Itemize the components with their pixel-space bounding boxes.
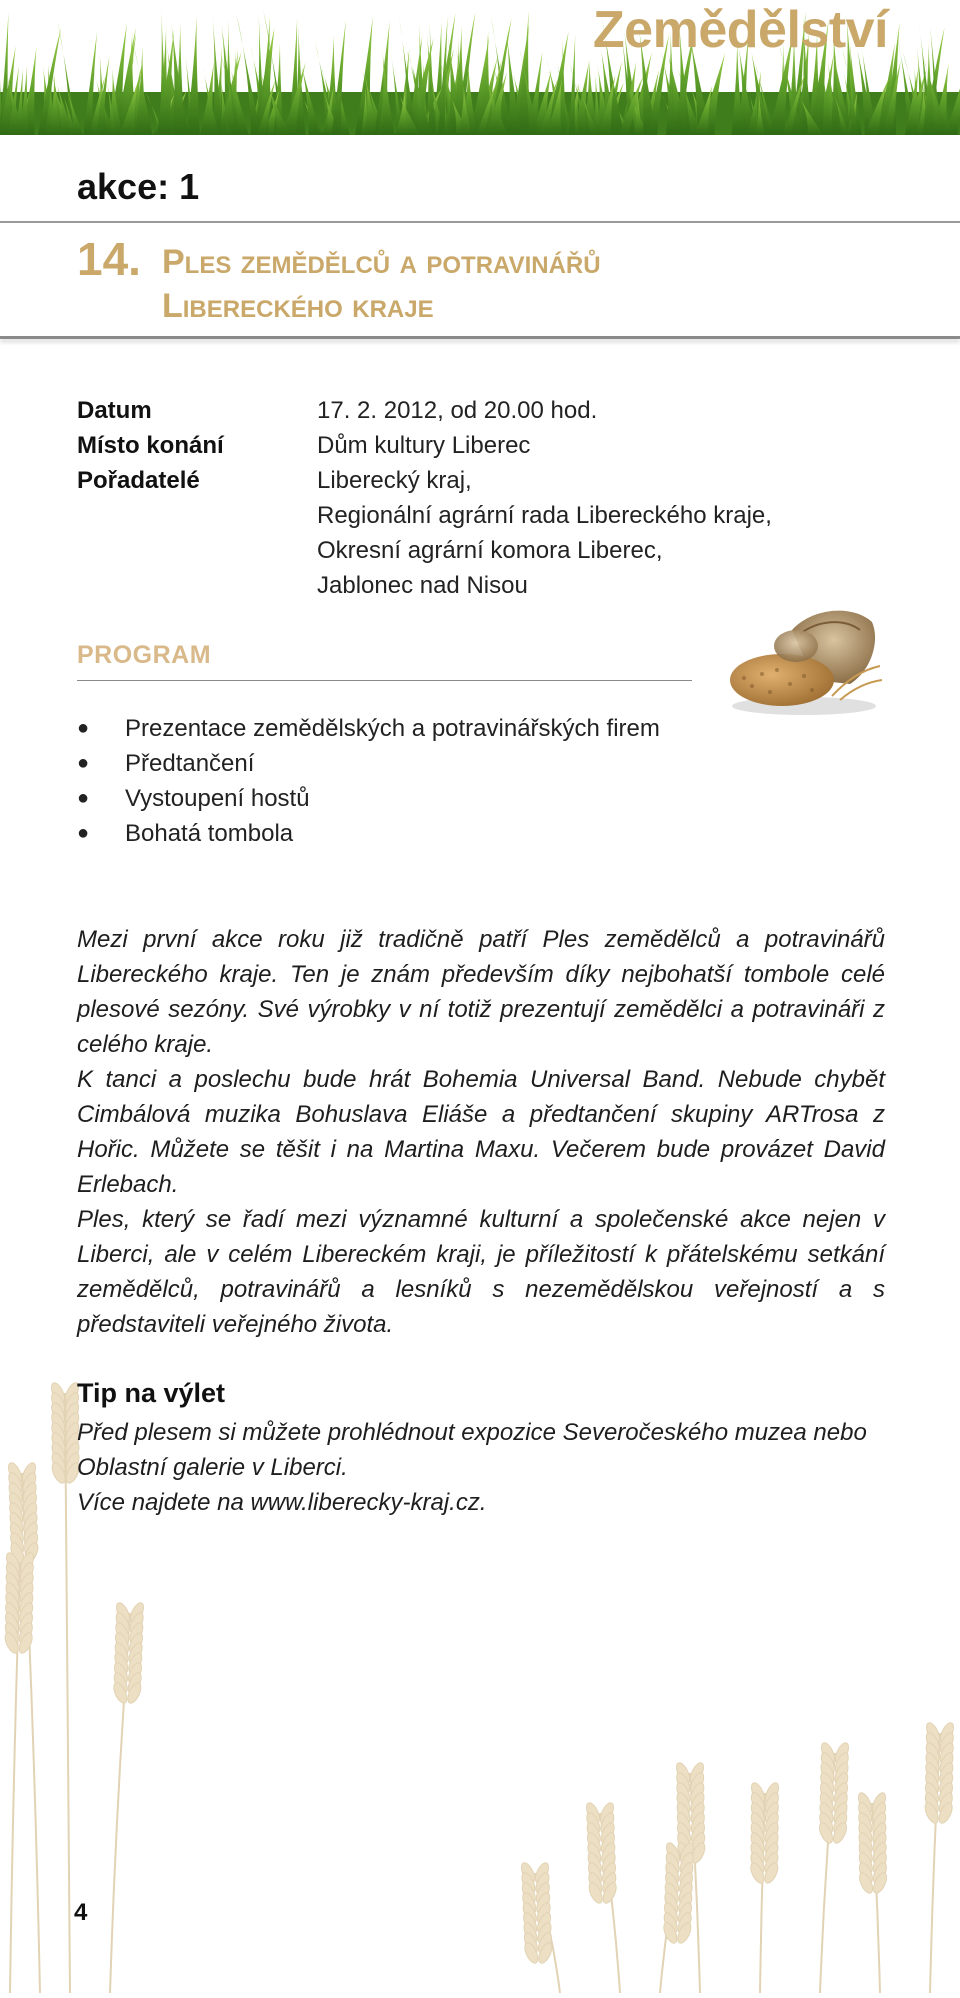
place-value: Dům kultury Liberec bbox=[317, 432, 531, 459]
tip-text bbox=[77, 1415, 897, 1520]
program-divider bbox=[77, 680, 692, 681]
wheat-grain bbox=[522, 1941, 540, 1965]
info-row-place bbox=[77, 428, 897, 463]
description bbox=[77, 922, 885, 1342]
program-list bbox=[77, 711, 660, 851]
description-paragraph: K tanci a poslechu bude hrát Bohemia Universal Band. Nebude chybět Cimbálová muzika Bohuslava Eliáše a předtančení skupiny ARTrosa z Hořic. Můžete se těšit i na Martina Maxu. Večerem bude provázet David Erlebach. bbox=[77, 1066, 885, 1198]
program-item-label: Bohatá tombola bbox=[125, 820, 294, 847]
wheat-grain bbox=[857, 1871, 875, 1895]
bullet-icon: ● bbox=[77, 752, 90, 774]
tip-heading: Tip na výlet bbox=[77, 1378, 226, 1408]
organizer-item: Okresní agrární komora Liberec, bbox=[317, 537, 663, 564]
info-row-date bbox=[77, 393, 897, 428]
wheat-grain bbox=[762, 1861, 780, 1885]
event-number: 14. bbox=[77, 233, 141, 285]
section-title: Zemědělství bbox=[592, 1, 888, 59]
program-heading: PROGRAM bbox=[77, 641, 212, 669]
bullet-icon: ● bbox=[77, 822, 90, 844]
wheat-grain bbox=[831, 1821, 849, 1845]
tip-line: Více najdete na www.liberecky-kraj.cz. bbox=[77, 1489, 487, 1516]
event-info bbox=[77, 393, 897, 603]
list-item bbox=[77, 711, 660, 746]
page-number: 4 bbox=[74, 1899, 88, 1926]
akce-label: akce: 1 bbox=[77, 166, 200, 207]
organizer-item: Liberecký kraj, bbox=[317, 467, 472, 494]
grass-blade bbox=[186, 15, 200, 135]
organizer-item: Regionální agrární rada Libereckého kraje, bbox=[317, 502, 772, 529]
organizer-item: Jablonec nad Nisou bbox=[317, 572, 528, 599]
event-title-line1: Ples zemědělců a potravinářů bbox=[162, 243, 601, 281]
date-value: 17. 2. 2012, od 20.00 hod. bbox=[317, 397, 598, 424]
description-paragraph: Mezi první akce roku již tradičně patří Ples zemědělců a potravinářů Libereckého kraje. Ten je znám především díky nejbohatší tombole celé plesové sezóny. Své výrobky v ní totiž prezentují zemědělci a potravináři z celého kraje. bbox=[77, 926, 885, 1058]
event-title-line2: Libereckého kraje bbox=[162, 287, 434, 325]
list-item bbox=[77, 781, 660, 816]
list-item bbox=[77, 816, 660, 851]
date-label: Datum bbox=[77, 397, 152, 424]
organizers-label: Pořadatelé bbox=[77, 467, 200, 494]
wheat-grain bbox=[586, 1881, 604, 1905]
organizers-value bbox=[317, 463, 772, 603]
bullet-icon: ● bbox=[77, 717, 90, 739]
program-item-label: Vystoupení hostů bbox=[125, 785, 310, 812]
grain-sack-icon bbox=[722, 600, 882, 718]
info-row-organizers bbox=[77, 463, 897, 603]
wheat-grain bbox=[16, 1631, 34, 1655]
place-label: Místo konání bbox=[77, 432, 224, 459]
bullet-icon: ● bbox=[77, 787, 90, 809]
header-divider-shadow bbox=[0, 336, 960, 339]
list-item bbox=[77, 746, 660, 781]
wheat-grain bbox=[125, 1681, 143, 1705]
description-paragraph: Ples, který se řadí mezi významné kulturní a společenské akce nejen v Liberci, ale v celém Libereckém kraji, je příležitostí k přátelskému setkání zemědělců, potravinářů a lesníků s nezemědělskou veřejností a s představiteli veřejného života. bbox=[77, 1206, 885, 1338]
program-item-label: Předtančení bbox=[125, 750, 255, 777]
wheat-grain bbox=[675, 1921, 693, 1945]
program-item-label: Prezentace zemědělských a potravinářských firem bbox=[125, 715, 660, 742]
event-title bbox=[162, 240, 762, 328]
wheat-grain bbox=[936, 1801, 954, 1825]
tip-line: Před plesem si můžete prohlédnout expozice Severočeského muzea nebo Oblastní galerie v Liberci. bbox=[77, 1419, 867, 1481]
header-divider bbox=[0, 221, 960, 223]
